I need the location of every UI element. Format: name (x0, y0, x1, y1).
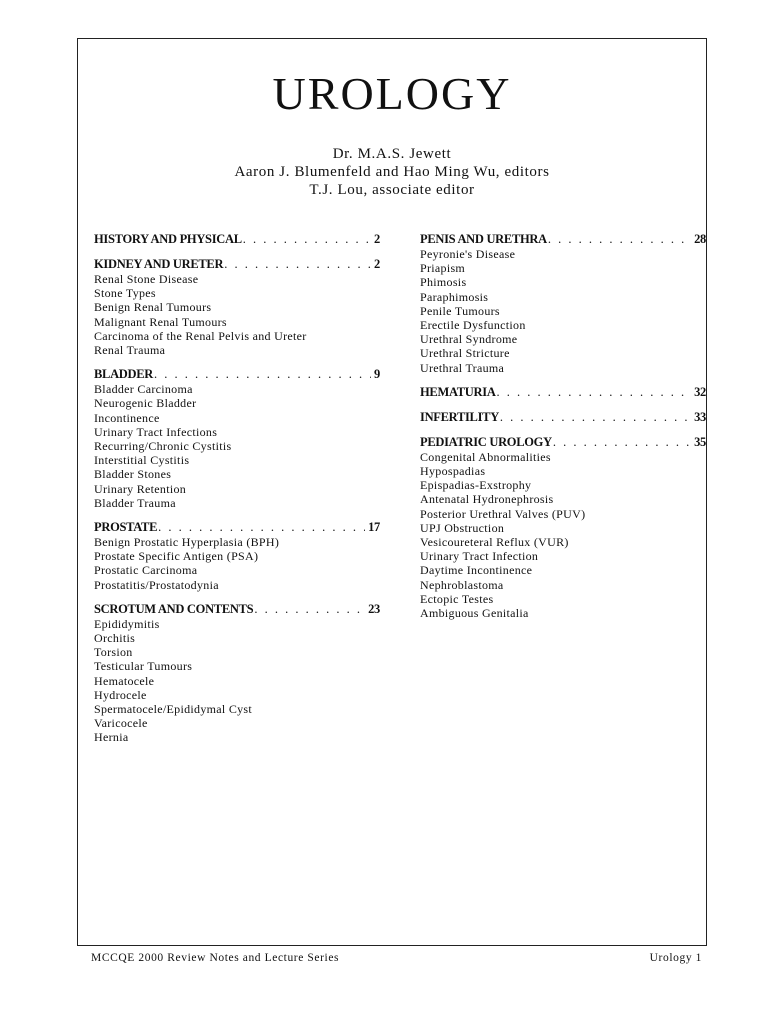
toc-page-number: 2 (374, 232, 380, 246)
toc-item[interactable]: Posterior Urethral Valves (PUV) (420, 506, 586, 521)
toc-item[interactable]: Urinary Tract Infection (420, 549, 539, 564)
toc-item[interactable]: Stone Types (94, 286, 156, 301)
toc-heading[interactable] (94, 257, 380, 272)
toc-page-number: 35 (694, 434, 706, 449)
toc-heading[interactable] (420, 435, 706, 450)
toc-leader-dots (243, 232, 371, 247)
toc-heading-label: INFERTILITY (420, 409, 499, 424)
toc-item[interactable]: Erectile Dysfunction (420, 318, 526, 333)
toc-item[interactable]: Prostatic Carcinoma (94, 563, 198, 578)
toc-leader-dots (500, 410, 691, 425)
toc-item[interactable]: Urethral Trauma (420, 360, 505, 375)
toc-left-column (94, 232, 380, 755)
toc-page-number: 32 (694, 384, 706, 399)
toc-item[interactable]: Hydrocele (94, 687, 147, 702)
toc-section (94, 257, 380, 357)
toc-page-number: 33 (694, 409, 706, 424)
toc-page-number: 17 (368, 520, 380, 535)
toc-item[interactable]: Peyronie's Disease (420, 247, 516, 261)
toc-heading[interactable] (94, 520, 380, 535)
toc-heading[interactable] (94, 602, 380, 617)
toc-item[interactable]: Testicular Tumours (94, 659, 193, 674)
toc-heading[interactable] (94, 232, 380, 247)
toc-heading-label: PENIS AND URETHRA (420, 232, 547, 246)
toc-section (420, 232, 706, 375)
toc-heading-label: HEMATURIA (420, 384, 496, 399)
toc-section (94, 232, 380, 247)
toc-heading[interactable] (420, 385, 706, 400)
toc-leader-dots (254, 602, 365, 617)
editor-line: Dr. M.A.S. Jewett (332, 146, 452, 162)
editor-line: T.J. Lou, associate editor (309, 182, 475, 198)
toc-item[interactable]: Urinary Retention (94, 481, 187, 496)
toc-leader-dots (548, 232, 691, 247)
toc-item[interactable]: Epispadias-Exstrophy (420, 478, 532, 493)
toc-section (420, 435, 706, 620)
toc-heading-label: BLADDER (94, 367, 154, 382)
toc-section (420, 385, 706, 400)
toc-item[interactable]: Nephroblastoma (420, 577, 504, 592)
toc-item[interactable]: Interstitial Cystitis (94, 453, 190, 468)
toc-heading[interactable] (420, 410, 706, 425)
toc-item[interactable]: Spermatocele/Epididymal Cyst (94, 702, 253, 717)
toc-item[interactable]: Urinary Tract Infections (94, 424, 218, 439)
toc-item[interactable]: Hernia (94, 730, 129, 745)
toc-item[interactable]: UPJ Obstruction (420, 520, 505, 535)
toc-heading-label: KIDNEY AND URETER (94, 257, 224, 271)
toc-item[interactable]: Congenital Abnormalities (420, 449, 551, 464)
toc-leader-dots (553, 435, 691, 450)
toc-item[interactable]: Torsion (94, 645, 133, 660)
toc-page-number: 28 (694, 232, 706, 246)
toc-item[interactable]: Carcinoma of the Renal Pelvis and Ureter (94, 328, 307, 343)
toc-item[interactable]: Orchitis (94, 631, 136, 646)
toc-page-number: 23 (368, 601, 380, 616)
toc-item[interactable]: Renal Trauma (94, 343, 166, 358)
toc-item[interactable]: Prostate Specific Antigen (PSA) (94, 549, 259, 564)
toc-heading[interactable] (94, 367, 380, 382)
toc-heading[interactable] (420, 232, 706, 247)
toc-item[interactable]: Urethral Stricture (420, 346, 510, 361)
toc-item[interactable]: Bladder Trauma (94, 495, 176, 510)
toc-item[interactable]: Hematocele (94, 673, 155, 688)
toc-heading-label: SCROTUM AND CONTENTS (94, 601, 254, 616)
toc-item[interactable]: Vesicoureteral Reflux (VUR) (420, 535, 569, 550)
toc-item[interactable]: Ambiguous Genitalia (420, 606, 529, 621)
toc-item[interactable]: Neurogenic Bladder (94, 396, 197, 411)
toc-page-number: 2 (374, 257, 380, 271)
toc-leader-dots (497, 385, 692, 400)
toc-heading-label: PROSTATE (94, 520, 158, 535)
toc-item[interactable]: Urethral Syndrome (420, 332, 518, 347)
page-frame (77, 38, 707, 946)
toc-item[interactable]: Malignant Renal Tumours (94, 314, 227, 329)
toc-item[interactable]: Penile Tumours (420, 303, 500, 318)
toc-item[interactable]: Prostatitis/Prostatodynia (94, 577, 219, 592)
toc-section (420, 410, 706, 425)
toc-section (94, 520, 380, 592)
toc-leader-dots (224, 257, 371, 272)
toc-leader-dots (158, 520, 365, 535)
footer-series: MCCQE 2000 Review Notes and Lecture Series (91, 952, 340, 964)
toc-item[interactable]: Ectopic Testes (420, 591, 494, 606)
toc-item[interactable]: Hypospadias (420, 464, 486, 479)
document-title: UROLOGY (272, 68, 512, 119)
toc-item[interactable]: Bladder Carcinoma (94, 382, 193, 397)
toc-heading-label: PEDIATRIC UROLOGY (420, 434, 552, 449)
toc-item[interactable]: Paraphimosis (420, 289, 489, 304)
toc-section (94, 602, 380, 745)
toc-item[interactable]: Recurring/Chronic Cystitis (94, 439, 232, 454)
toc-item[interactable]: Varicocele (94, 716, 148, 731)
toc-page-number: 9 (374, 367, 380, 382)
toc-item[interactable]: Benign Prostatic Hyperplasia (BPH) (94, 535, 280, 550)
editors-block (78, 145, 706, 199)
toc-item[interactable]: Incontinence (94, 410, 160, 425)
toc-right-column (420, 232, 706, 630)
toc-section (94, 367, 380, 510)
editor-line: Aaron J. Blumenfeld and Hao Ming Wu, editors (234, 164, 550, 180)
toc-item[interactable]: Daytime Incontinence (420, 563, 533, 578)
toc-item[interactable]: Antenatal Hydronephrosis (420, 492, 554, 507)
toc-item[interactable]: Priapism (420, 261, 466, 276)
footer-page: Urology 1 (649, 952, 702, 964)
toc-item[interactable]: Bladder Stones (94, 467, 172, 482)
toc-item[interactable]: Phimosis (420, 275, 467, 290)
toc-heading-label: HISTORY AND PHYSICAL (94, 232, 242, 246)
toc-leader-dots (154, 367, 371, 382)
toc-item[interactable]: Benign Renal Tumours (94, 300, 212, 315)
toc-item[interactable]: Renal Stone Disease (94, 272, 199, 286)
toc-item[interactable]: Epididymitis (94, 616, 160, 631)
